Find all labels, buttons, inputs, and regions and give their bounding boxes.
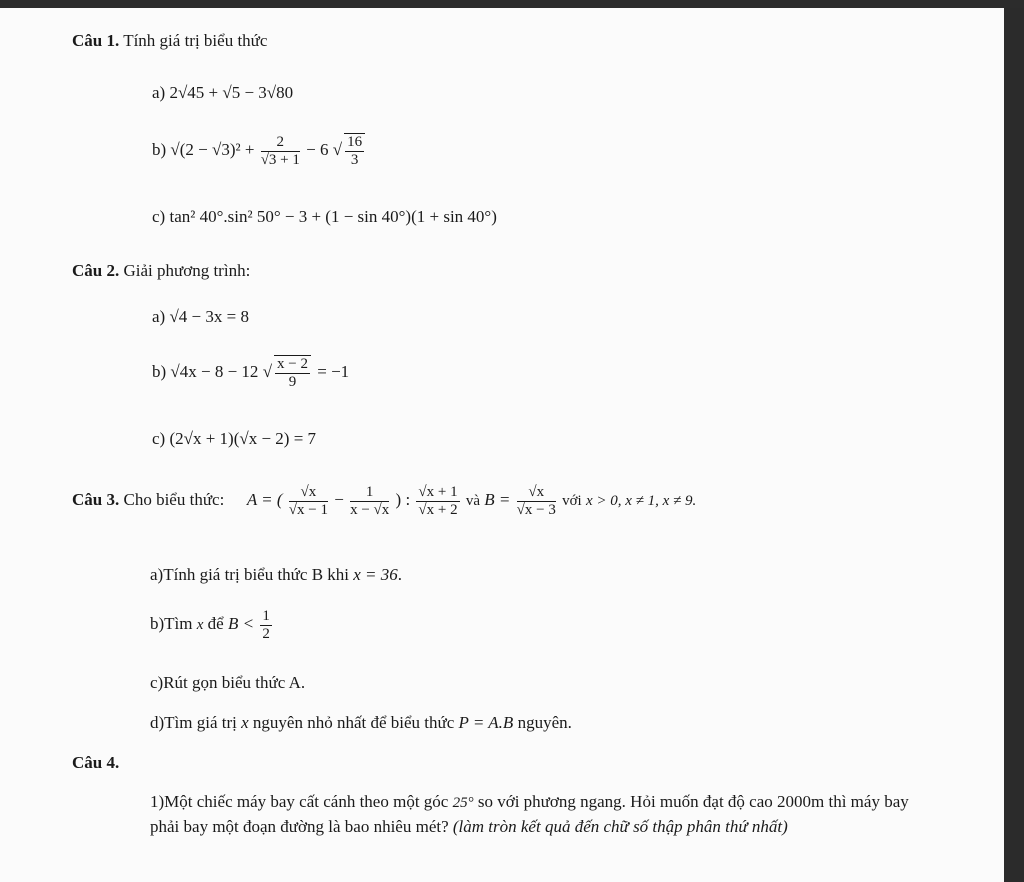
q4-paragraph — [150, 790, 940, 838]
q1-b — [152, 130, 367, 170]
q3-d — [150, 712, 572, 734]
q4-heading — [72, 752, 119, 774]
q3-frac-4 — [517, 484, 556, 519]
q3-a — [150, 564, 402, 586]
q3-a-math: x = 36 — [353, 565, 398, 584]
q3-d-text3: nguyên. — [517, 713, 572, 732]
q1-b-label: b) — [152, 140, 167, 159]
q1-heading — [72, 30, 267, 52]
q3-b-text2: để — [207, 614, 224, 633]
q4-p2: so với phương ngang. Hỏi muốn đạt độ cao 2000m thì máy bay phải bay một đoạn đường là bao nhiêu mét? — [150, 792, 909, 836]
q3-b-text: b)Tìm — [150, 614, 193, 633]
q3-b — [150, 604, 274, 645]
q3-f3-den: √x + 2 — [418, 501, 458, 518]
q3-c-text: c)Rút gọn biểu thức A. — [150, 673, 306, 692]
q3-a-end: . — [397, 565, 403, 584]
q4-note: (làm tròn kết quả đến chữ số thập phân thứ nhất) — [452, 817, 788, 836]
q3-f4-den: √x − 3 — [516, 501, 556, 518]
q1-b-root-num: 16 — [347, 134, 363, 151]
q3-frac-1 — [289, 484, 328, 519]
q3-b-math: B < — [227, 614, 255, 633]
q3-colon: ) : — [395, 490, 411, 509]
q2-c-expr: (2√x + 1)(√x − 2) = 7 — [169, 429, 317, 448]
q3-f1-num: √x — [289, 484, 328, 502]
q1-b-frac-num: 2 — [261, 134, 300, 152]
q3-b-den: 2 — [262, 625, 270, 642]
q3-B-prefix: B = — [484, 490, 511, 509]
q3-d-text2: nguyên nhỏ nhất để biểu thức — [252, 713, 455, 732]
right-scrollbar-area[interactable] — [1004, 8, 1024, 882]
q3-frac-2 — [350, 484, 389, 519]
q3-f3-num: √x + 1 — [418, 483, 458, 500]
q3-b-var: x — [196, 617, 204, 633]
q1-a — [152, 82, 293, 104]
q3-d-text: d)Tìm giá trị — [150, 713, 237, 732]
q2-b — [152, 352, 349, 392]
q1-b-root-sign: √ — [332, 140, 343, 159]
q4-angle: 25° — [452, 795, 474, 811]
q1-prompt: Tính giá trị biểu thức — [123, 31, 268, 50]
top-bar — [0, 0, 1024, 8]
q1-c-label: c) — [152, 207, 166, 226]
q2-heading — [72, 260, 250, 282]
q1-b-frac-den: √3 + 1 — [260, 151, 300, 168]
q2-prompt: Giải phương trình: — [123, 261, 251, 280]
q3-title: Câu 3. — [72, 490, 120, 509]
q1-b-mid: − 6 — [306, 140, 329, 159]
q4-p1: 1)Một chiếc máy bay cất cánh theo một góc — [150, 792, 449, 811]
q2-a-label: a) — [152, 307, 166, 326]
document-page — [0, 8, 1004, 882]
q3-cond-word: với — [562, 493, 582, 509]
q2-a — [152, 306, 249, 328]
q3-c — [150, 672, 305, 694]
q3-prompt: Cho biểu thức: — [123, 490, 225, 509]
q3-heading — [72, 480, 696, 521]
q2-title: Câu 2. — [72, 261, 120, 280]
q3-minus: − — [334, 490, 344, 509]
q2-b-root-den: 9 — [288, 374, 297, 391]
q1-title: Câu 1. — [72, 31, 120, 50]
q3-b-num: 1 — [262, 607, 270, 624]
q2-b-root-num: x − 2 — [277, 356, 308, 373]
q2-a-expr: √4 − 3x = 8 — [169, 307, 249, 326]
q3-b-fraction — [260, 608, 272, 643]
q2-b-label: b) — [152, 362, 167, 381]
q4-title: Câu 4. — [72, 753, 120, 772]
q3-d-var: x — [241, 713, 249, 732]
q3-frac-3 — [416, 484, 459, 519]
q1-b-root-fraction — [344, 133, 365, 169]
q1-a-expr: 2√45 + √5 − 3√80 — [169, 83, 294, 102]
q3-d-math: P = A.B — [458, 713, 514, 732]
q3-f2-den: x − √x — [350, 501, 390, 518]
q2-b-root-sign: √ — [262, 362, 273, 381]
q2-b-suffix: = −1 — [317, 362, 350, 381]
q1-c — [152, 206, 497, 228]
q3-cond: x > 0, x ≠ 1, x ≠ 9. — [585, 493, 697, 509]
q2-c-label: c) — [152, 429, 166, 448]
q1-c-expr: tan² 40°.sin² 50° − 3 + (1 − sin 40°)(1 + sin 40°) — [169, 207, 497, 226]
q2-b-prefix: √4x − 8 − 12 — [170, 362, 259, 381]
q3-a-text: a)Tính giá trị biểu thức B khi — [150, 565, 350, 584]
q3-A-prefix: A = ( — [246, 490, 283, 509]
q2-b-root-fraction — [274, 355, 311, 391]
q3-f2-num: 1 — [350, 484, 389, 502]
q3-f4-num: √x — [517, 484, 556, 502]
q1-b-fraction — [261, 134, 300, 169]
q1-b-root-den: 3 — [350, 152, 359, 169]
q2-c — [152, 428, 316, 450]
q3-f1-den: √x − 1 — [288, 501, 328, 518]
q1-b-prefix: √(2 − √3)² + — [170, 140, 255, 159]
q3-and: và — [465, 493, 481, 509]
q1-a-label: a) — [152, 83, 166, 102]
